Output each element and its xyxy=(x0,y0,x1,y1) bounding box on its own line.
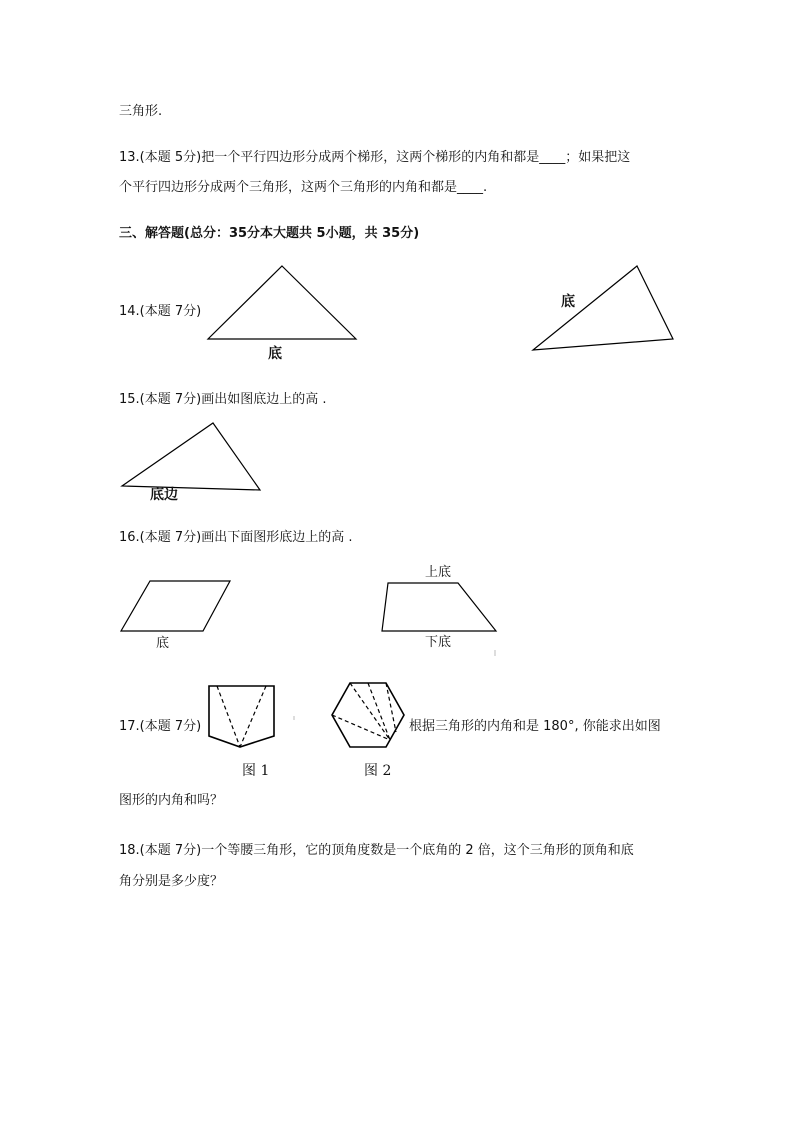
q14-left-base-label: 底 xyxy=(268,346,282,362)
question-18-line2: 角分别是多少度？ xyxy=(119,874,224,889)
q15-base-label: 底边 xyxy=(150,487,178,503)
section-heading: 三、解答题(总分：35分本大题共 5小题，共 35分) xyxy=(119,226,420,241)
question-18-line1: 18.(本题 7分)一个等腰三角形，它的顶角度数是一个底角的 2 倍，这个三角形的顶角和底 xyxy=(119,843,634,858)
q16-trapezoid-top-label: 上底 xyxy=(425,565,452,580)
q17-figure2-caption: 图 2 xyxy=(364,763,392,779)
question-17-text-continued: 图形的内角和吗？ xyxy=(119,793,224,808)
q16-parallelogram-base-label: 底 xyxy=(156,636,170,651)
text-line: 三角形. xyxy=(119,104,163,119)
question-14-label: 14.(本题 7分) xyxy=(119,304,202,319)
question-17-label: 17.(本题 7分) xyxy=(119,719,202,734)
question-13-line1: 13.(本题 5分)把一个平行四边形分成两个梯形，这两个梯形的内角和都是____；如果把这 xyxy=(119,150,631,165)
question-13-line2: 个平行四边形分成两个三角形，这两个三角形的内角和都是____. xyxy=(119,180,488,195)
q17-figure1-caption: 图 1 xyxy=(242,763,270,779)
question-16-label: 16.(本题 7分)画出下面图形底边上的高 . xyxy=(119,530,353,545)
question-17-text: 根据三角形的内角和是 180°, 你能求出如图 xyxy=(409,719,661,734)
question-15-label: 15.(本题 7分)画出如图底边上的高 . xyxy=(119,392,327,407)
q16-trapezoid-bottom-label: 下底 xyxy=(425,635,452,650)
q14-right-base-label: 底 xyxy=(561,294,575,310)
